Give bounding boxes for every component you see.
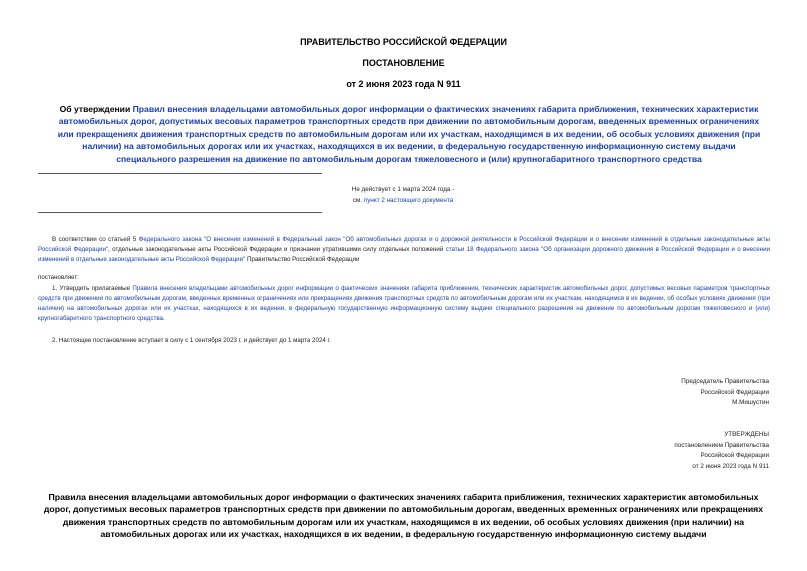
status-note-line2: [300, 196, 506, 207]
approved-line1: УТВЕРЖДЕНЫ: [724, 431, 769, 438]
signature-block: [681, 377, 769, 409]
preamble-text-2: , отдельные законодательные акты Российской Федерации и признании утратившими силу отдельных положений: [108, 246, 446, 254]
item-1-paragraph: [38, 284, 770, 324]
doc-type-heading: ПОСТАНОВЛЕНИЕ: [362, 58, 445, 68]
item-2-paragraph: 2. Настоящее постановление вступает в силу с 1 сентября 2023 г. и действует до 1 марта 2024 г.: [52, 337, 331, 344]
signature-line2: Российской Федерации: [700, 388, 769, 396]
item-1-rules-link[interactable]: Правила внесения владельцами автомобильных дорог информации о фактических значениях габарита приближения, технических характеристик автомобильных дорог, допустимых весовых параметров транспортных средств при движении по автомобильным дорогам, введенных временных ограничениях или прекращениях движения транспортных средств по автомобильным дорогам или их участкам, находящимся в их ведении, об особых условиях движения (при наличии) на автомобильных дорогах или их участках, находящихся в их ведении, в федеральную государственную информационную систему выдачи специального разрешения на движение по автомобильным дорогам тяжеловесного и (или) крупногабаритного транспортного средства: [38, 285, 771, 323]
decree-word: постановляет:: [38, 274, 79, 281]
status-note-prefix: см.: [352, 196, 364, 204]
doc-date-heading: от 2 июня 2023 года N 911: [346, 79, 461, 89]
status-note-line1: Не действует с 1 марта 2024 года -: [351, 186, 455, 193]
decree-title-link[interactable]: Правил внесения владельцами автомобильных дорог информации о фактических значениях габарита приближения, технических характеристик автомобильных дорог, допустимых весовых параметров транспортных средств при движении по автомобильным дорогам, введенных временных ограничениях или прекращениях движения транспортных средств по автомобильным дорогам или их участкам, находящимся в их ведении, об особых условиях движения (при наличии) на автомобильных дорогах или их участках, находящихся в их ведении, в федеральную государственную информационную систему выдачи специального разрешения на движение по автомобильным дорогам тяжеловесного и (или) крупногабаритного транспортного средства: [57, 104, 761, 164]
org-heading: ПРАВИТЕЛЬСТВО РОССИЙСКОЙ ФЕДЕРАЦИИ: [300, 37, 507, 47]
status-note-link[interactable]: пункт 2 настоящего документа: [363, 196, 454, 204]
approved-line4: от 2 июня 2023 года N 911: [692, 462, 769, 470]
preamble-link-article-18[interactable]: статьи 18 Федерального закона "Об организации дорожного движения в Российской Федерации и о внесении изменений в отдельные законодательные акты Российской Федерации": [38, 246, 771, 264]
preamble-text-1: В соответствии со статьей 5: [52, 236, 139, 243]
approved-line3: Российской Федерации: [700, 452, 769, 460]
preamble-paragraph: [38, 235, 770, 265]
item-1-prefix: 1. Утвердить прилагаемые: [52, 285, 133, 292]
approved-block: [674, 430, 769, 472]
decree-title-prefix: Об утверждении: [59, 104, 133, 114]
rules-title: Правила внесения владельцами автомобильных дорог информации о фактических значениях габарита приближения, технических характеристик автомобильных дорог, допустимых весовых параметров транспортных средств при движении по автомобильным дорогам, введенных временных ограничениях или прекращениях движения транспортных средств по автомобильным дорогам или их участкам, находящимся в их ведении, об особых условиях движения (при наличии) на автомобильных дорогах или их участках, находящихся в их ведении, в федеральную государственную информационную систему выдачи: [43, 492, 764, 540]
signature-line1: Председатель Правительства: [681, 378, 769, 385]
preamble-text-3: Правительство Российской Федерации: [245, 256, 360, 264]
status-note: [300, 185, 506, 206]
divider-bottom: [38, 212, 322, 213]
decree-title: [56, 103, 762, 165]
divider-top: [38, 173, 322, 174]
item-1-suffix: .: [163, 315, 165, 323]
signature-line3: М.Мишустин: [732, 399, 769, 407]
approved-line2: постановлением Правительства: [674, 441, 769, 449]
preamble-link-federal-law[interactable]: Федерального закона "О внесении изменений в Федеральный закон "Об автомобильных дорогах и о дорожной деятельности в Российской Федерации и о внесении изменений в отдельные законодательные акты Российской Федерации": [38, 236, 770, 254]
